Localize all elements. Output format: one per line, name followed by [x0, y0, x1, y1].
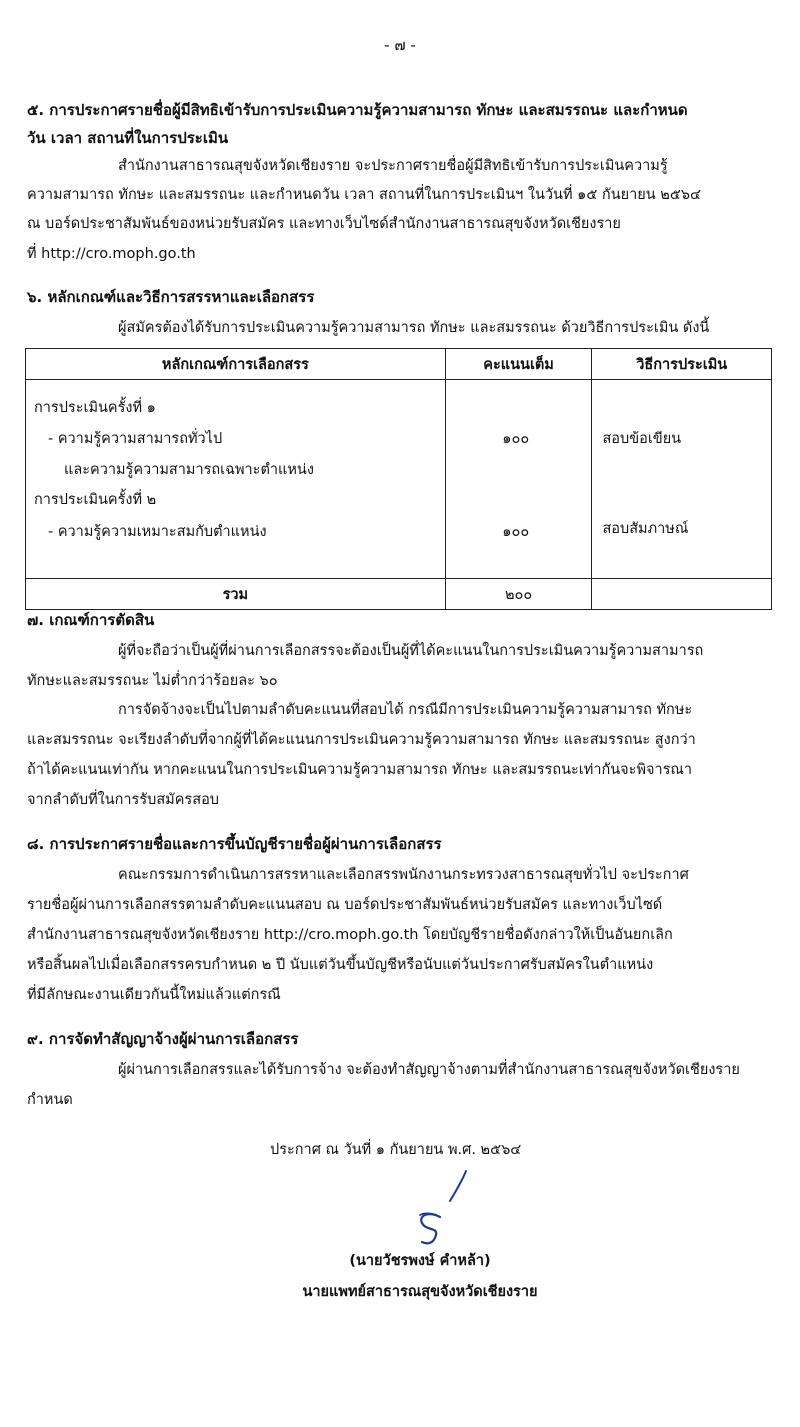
score-cell: [445, 380, 592, 579]
section-5-para-line4: ที่ http://cro.moph.go.th: [27, 246, 196, 262]
table-total-row: [26, 579, 772, 610]
section-8-para-line1: คณะกรรมการดำเนินการสรรหาและเลือกสรรพนักงานกระทรวงสาธารณสุขทั่วไป จะประกาศ: [118, 867, 689, 883]
round-2-item: - ความรู้ความเหมาะสมกับตำแหน่ง: [48, 524, 267, 540]
section-7-para-line5: ถ้าได้คะแนนเท่ากัน หากคะแนนในการประเมินความรู้ความสามารถ ทักษะ และสมรรถนะเท่ากันจะพิจารณา: [27, 762, 693, 778]
section-8-para-line4: หรือสิ้นผลไปเมื่อเลือกสรรครบกำหนด ๒ ปี นับแต่วันขึ้นบัญชีหรือนับแต่วันประกาศรับสมัครในตำแหน่ง: [27, 957, 654, 973]
section-9-heading: ๙. การจัดทำสัญญาจ้างผู้ผ่านการเลือกสรร: [27, 1030, 299, 1048]
section-8-para-line3: สำนักงานสาธารณสุขจังหวัดเชียงราย http://cro.moph.go.th โดยบัญชีรายชื่อดังกล่าวให้เป็นอันยกเลิก: [27, 927, 673, 943]
section-5-para-line1: สำนักงานสาธารณสุขจังหวัดเชียงราย จะประกาศรายชื่อผู้มีสิทธิเข้ารับการประเมินความรู้: [118, 158, 668, 174]
round-1-item-b: และความรู้ความสามารถเฉพาะตำแหน่ง: [64, 462, 314, 478]
header-method: วิธีการประเมิน: [592, 349, 772, 380]
round-1-item-a: - ความรู้ความสามารถทั่วไป: [48, 431, 223, 447]
round-1-score: ๑๐๐: [502, 431, 530, 447]
section-7-para-line1: ผู้ที่จะถือว่าเป็นผู้ที่ผ่านการเลือกสรรจะต้องเป็นผู้ที่ได้คะแนนในการประเมินความรู้ความสามารถ: [118, 643, 704, 659]
signature-image: [400, 1165, 490, 1250]
round-2-label: การประเมินครั้งที่ ๒: [34, 492, 157, 508]
section-6-intro: ผู้สมัครต้องได้รับการประเมินความรู้ความสามารถ ทักษะ และสมรรถนะ ด้วยวิธีการประเมิน ดังนี้: [118, 320, 710, 336]
section-5-heading-line2: วัน เวลา สถานที่ในการประเมิน: [27, 129, 229, 147]
section-7-para-line3: การจัดจ้างจะเป็นไปตามลำดับคะแนนที่สอบได้ กรณีมีการประเมินความรู้ความสามารถ ทักษะ: [118, 702, 693, 718]
section-5-para-line3: ณ บอร์ดประชาสัมพันธ์ของหน่วยรับสมัคร และทางเว็บไซด์สำนักงานสาธารณสุขจังหวัดเชียงราย: [27, 216, 621, 232]
method-cell: [592, 380, 772, 579]
round-2-method: สอบสัมภาษณ์: [602, 521, 689, 537]
header-full-score: คะแนนเต็ม: [445, 349, 592, 380]
section-5-para-line2: ความสามารถ ทักษะ และสมรรถนะ และกำหนดวัน เวลา สถานที่ในการประเมินฯ ในวันที่ ๑๕ กันยายน ๒๕๖๔: [27, 187, 701, 203]
section-9-para-line2: กำหนด: [27, 1092, 73, 1108]
criteria-cell: [26, 380, 446, 579]
round-1-label: การประเมินครั้งที่ ๑: [34, 400, 156, 416]
signer-title: นายแพทย์สาธารณสุขจังหวัดเชียงราย: [302, 1284, 538, 1300]
section-6-heading: ๖. หลักเกณฑ์และวิธีการสรรหาและเลือกสรร: [27, 288, 315, 306]
section-7-para-line2: ทักษะและสมรรถนะ ไม่ต่ำกว่าร้อยละ ๖๐: [27, 673, 278, 689]
total-label: รวม: [26, 579, 446, 610]
total-score: ๒๐๐: [445, 579, 592, 610]
signer-name: (นายวัชรพงษ์ คำหล้า): [349, 1253, 491, 1269]
section-9-para-line1: ผู้ผ่านการเลือกสรรและได้รับการจ้าง จะต้องทำสัญญาจ้างตามที่สำนักงานสาธารณสุขจังหวัดเชียงราย: [118, 1062, 740, 1078]
round-1-method: สอบข้อเขียน: [602, 431, 682, 447]
round-2-score: ๑๐๐: [502, 524, 530, 540]
total-method-empty: [592, 579, 772, 610]
header-criteria: หลักเกณฑ์การเลือกสรร: [26, 349, 446, 380]
table-header-row: [26, 349, 772, 380]
section-8-para-line2: รายชื่อผู้ผ่านการเลือกสรรตามลำดับคะแนนสอบ ณ บอร์ดประชาสัมพันธ์หน่วยรับสมัคร และทางเว็บไซด์: [27, 897, 663, 913]
section-8-heading: ๘. การประกาศรายชื่อและการขึ้นบัญชีรายชื่อผู้ผ่านการเลือกสรร: [27, 835, 442, 853]
table-body-row: [26, 380, 772, 579]
section-7-para-line4: และสมรรถนะ จะเรียงลำดับที่จากผู้ที่ได้คะแนนการประเมินความรู้ความสามารถ ทักษะ และสมรรถนะ สูงกว่า: [27, 732, 696, 748]
section-7-heading: ๗. เกณฑ์การตัดสิน: [27, 611, 155, 629]
section-8-para-line5: ที่มีลักษณะงานเดียวกันนี้ใหม่แล้วแต่กรณี: [27, 987, 281, 1003]
section-7-para-line6: จากลำดับที่ในการรับสมัครสอบ: [27, 792, 219, 808]
announcement-date: ประกาศ ณ วันที่ ๑ กันยายน พ.ศ. ๒๕๖๔: [270, 1142, 522, 1158]
criteria-table: [25, 348, 772, 610]
section-5-heading-line1: ๕. การประกาศรายชื่อผู้มีสิทธิเข้ารับการประเมินความรู้ความสามารถ ทักษะ และสมรรถนะ และกำหนด: [27, 101, 688, 119]
page-number: - ๗ -: [384, 36, 416, 54]
